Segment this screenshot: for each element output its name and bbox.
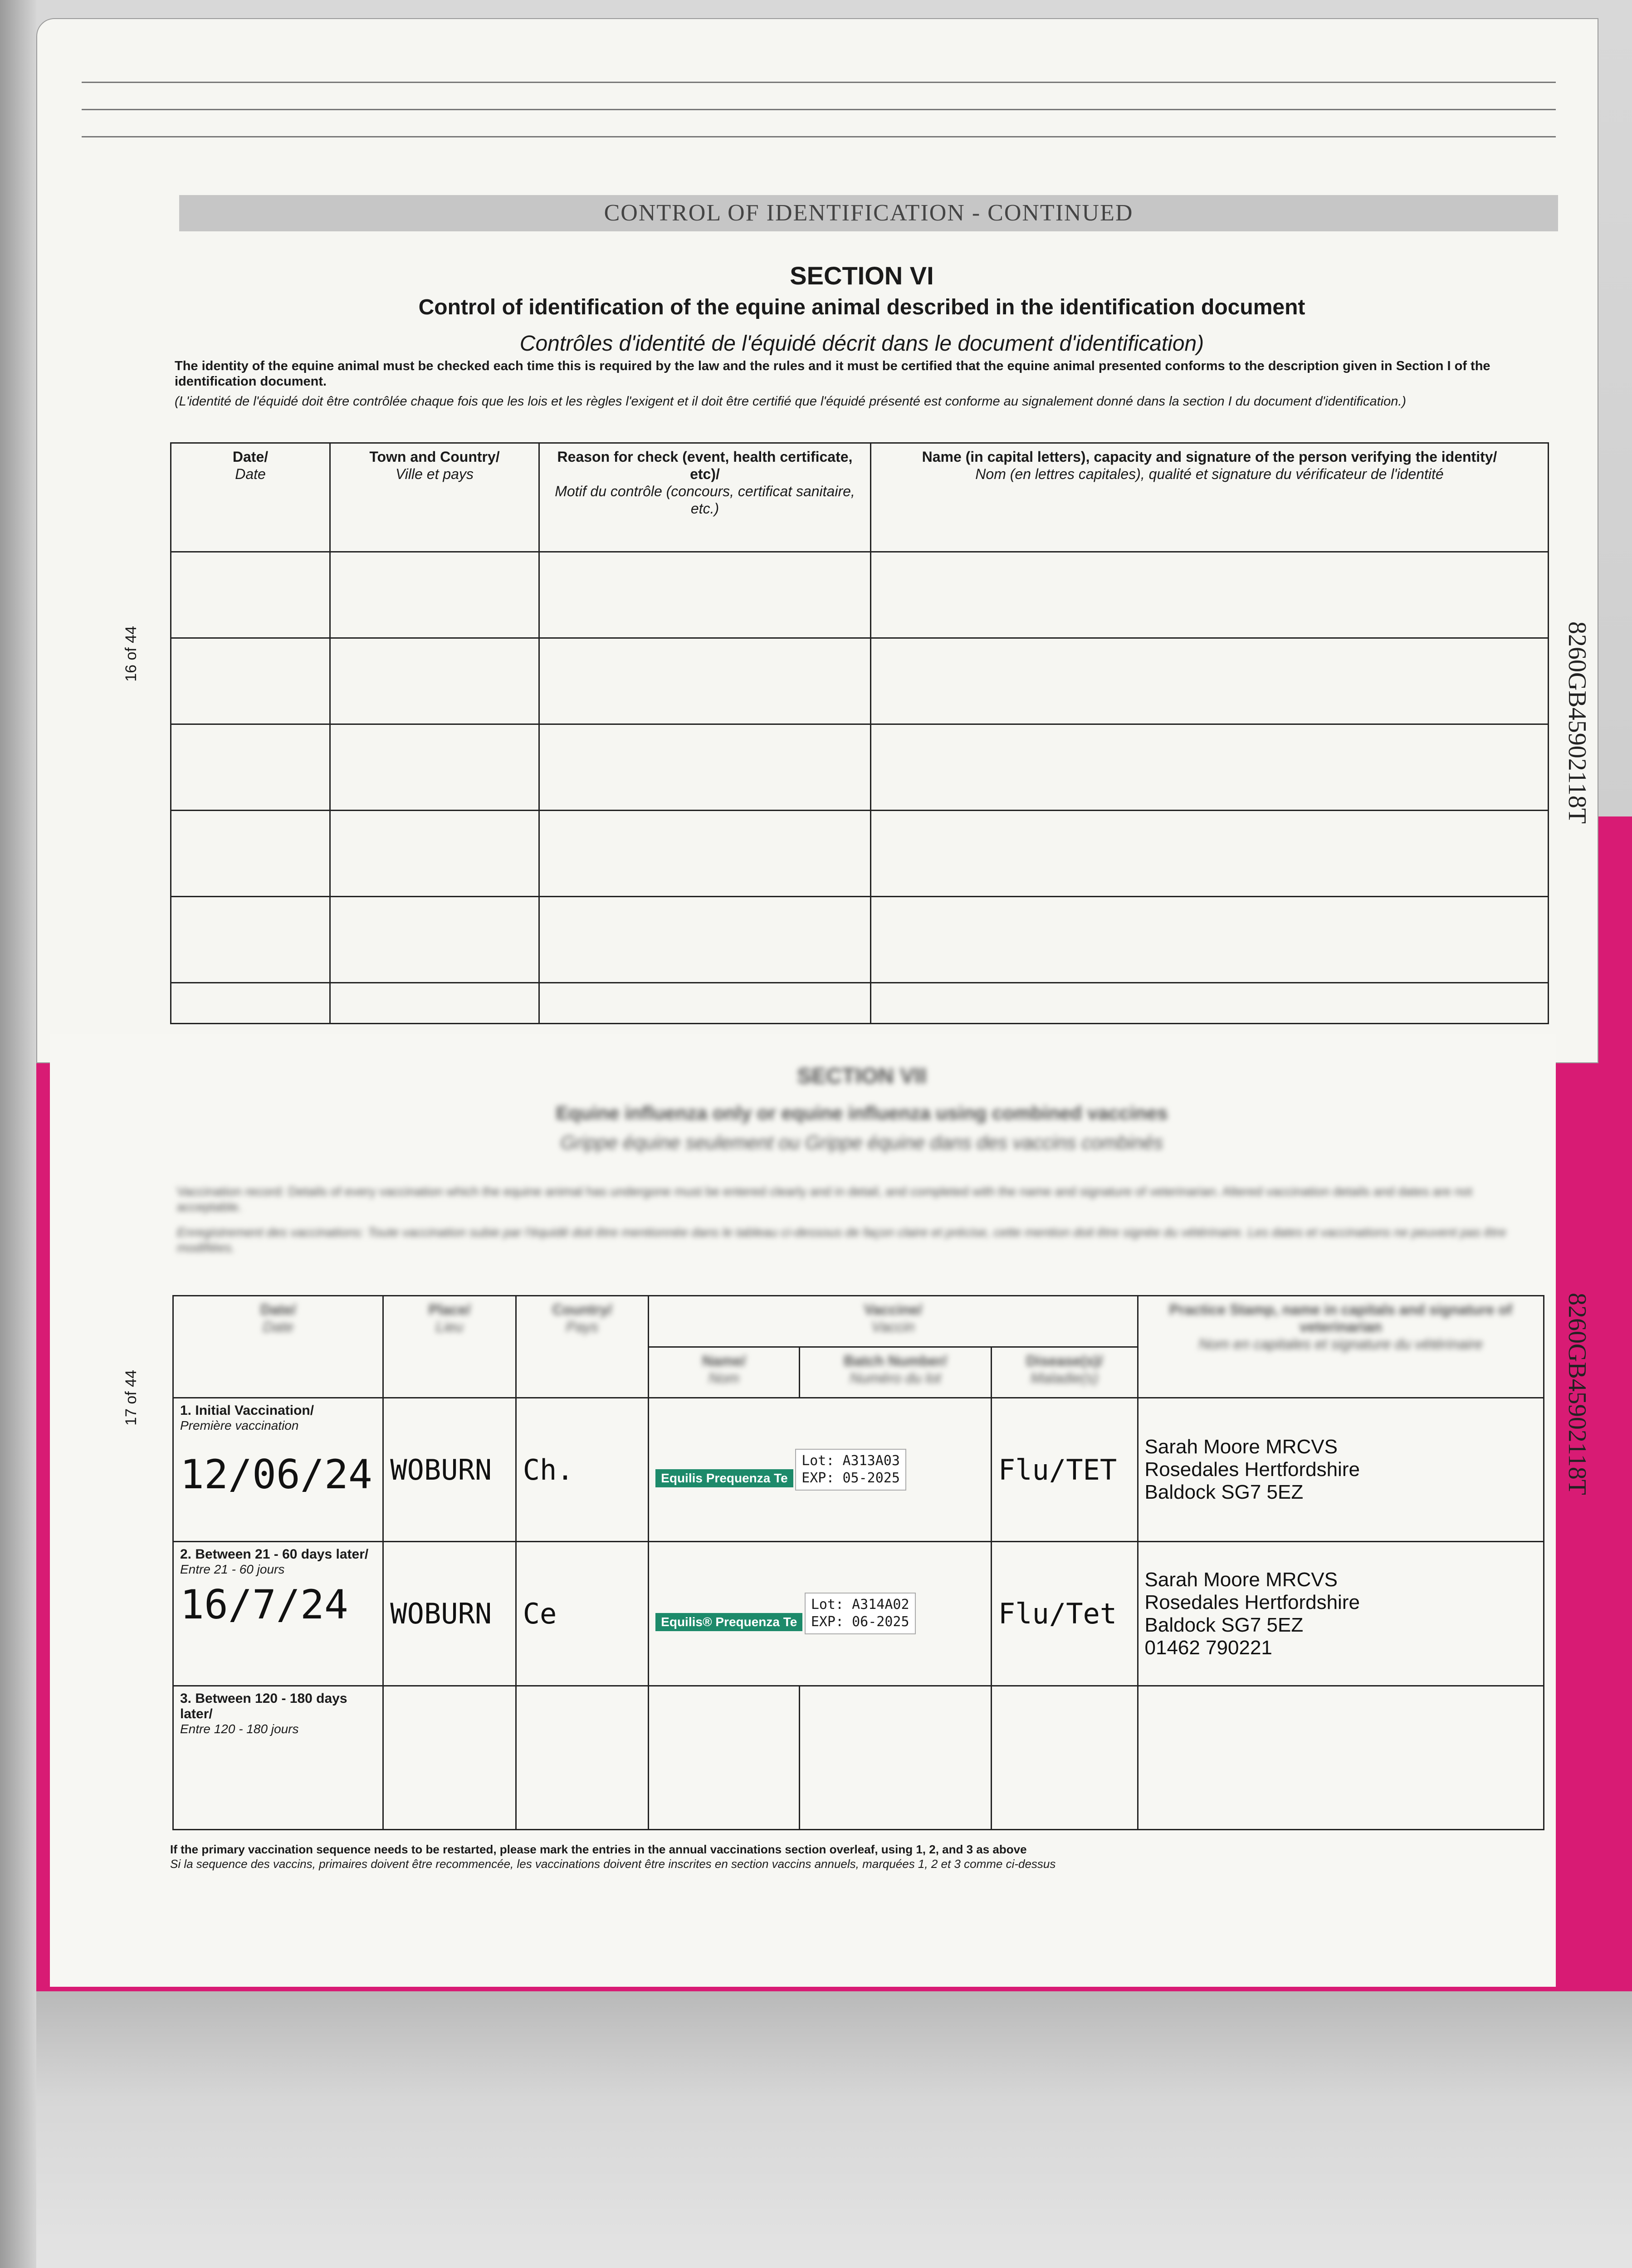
page-number: 16 of 44 (122, 626, 140, 682)
table-row (173, 1542, 1544, 1686)
passport-serial: 8260GB45902118T (1563, 1293, 1591, 1495)
vaccine-label (649, 1398, 992, 1542)
col-disease: Disease(s)/ Maladie(s) (991, 1347, 1138, 1398)
col-date: Date/ Date (171, 443, 330, 552)
section-subtitle-fr: Grippe équine seulement ou Grippe équine dans des vaccins combinés (560, 1132, 1163, 1153)
col-date: Date/ Date (173, 1296, 383, 1398)
vaccine-label (649, 1542, 992, 1686)
country-cell: Ce (516, 1542, 648, 1686)
col-town-country: Town and Country/ Ville et pays (330, 443, 539, 552)
batch-sticker: Lot: A313A03 EXP: 05-2025 (795, 1449, 906, 1491)
binding-edge (0, 0, 36, 2268)
intro-text-en: Vaccination record: Details of every vaccination which the equine animal has undergone must be entered clearly and in detail, and completed with the name and signature of veterinarian. Altered vaccination details and dates are not acceptable. (177, 1184, 1472, 1214)
vet-stamp: Sarah Moore MRCVS Rosedales Hertfordshire Baldock SG7 5EZ (1138, 1398, 1544, 1542)
disease-cell: Flu/TET (991, 1398, 1138, 1542)
col-verifier: Name (in capital letters), capacity and signature of the person verifying the identity/ Nom (en lettres capitales), qualité et signature du vérificateur de l'identité (871, 443, 1549, 552)
section-subtitle-en: Control of identification of the equine animal described in the identification document (418, 295, 1305, 319)
table-row (173, 1398, 1544, 1542)
table-header-row (171, 443, 1549, 552)
col-vet: Practice Stamp, name in capitals and signature of veterinarian Nom en capitales et signature du vétérinaire (1138, 1296, 1544, 1398)
section-subtitle-en: Equine influenza only or equine influenza using combined vaccines (556, 1102, 1168, 1124)
vet-stamp: Sarah Moore MRCVS Rosedales Hertfordshire Baldock SG7 5EZ 01462 790221 (1138, 1542, 1544, 1686)
row-label: 3. Between 120 - 180 days later/ Entre 120 - 180 jours (173, 1686, 383, 1829)
place-cell: WOBURN (383, 1398, 516, 1542)
table-row (171, 983, 1549, 1024)
table-row (171, 638, 1549, 724)
col-vaccine-name: Name/ Nom (649, 1347, 800, 1398)
col-place: Place/ Lieu (383, 1296, 516, 1398)
disease-cell: Flu/Tet (991, 1542, 1138, 1686)
page-number: 17 of 44 (122, 1370, 140, 1426)
intro-text-en: The identity of the equine animal must be checked each time this is required by the law and the rules and it must be certified that the equine animal presented conforms to the description given in Section I of the identification document. (175, 359, 1490, 389)
section-subtitle-fr: Contrôles d'identité de l'équidé décrit dans le document d'identification) (519, 332, 1204, 356)
table-row (171, 897, 1549, 983)
col-country: Country/ Pays (516, 1296, 648, 1398)
vaccine-brand: Equilis® Prequenza Te (655, 1613, 802, 1631)
table-row (171, 724, 1549, 811)
passport-serial: 8260GB45902118T (1563, 621, 1591, 824)
col-vaccine: Vaccine/ Vaccin (649, 1296, 1138, 1347)
header-rule (82, 109, 1556, 110)
section-band (179, 195, 1558, 231)
col-batch: Batch Number/ Numéro du lot (799, 1347, 991, 1398)
row-label: 2. Between 21 - 60 days later/ Entre 21 - 60 jours 16/7/24 (173, 1542, 383, 1686)
date-handwritten: 12/06/24 (180, 1451, 372, 1498)
vaccination-table (172, 1295, 1544, 1830)
section-title: SECTION VI (790, 261, 934, 290)
header-rule (82, 82, 1556, 83)
scanner-bed (0, 1991, 1632, 2268)
identity-check-table (170, 442, 1549, 1024)
col-reason: Reason for check (event, health certificate, etc)/ Motif du contrôle (concours, certificat sanitaire, etc.) (539, 443, 871, 552)
section-title: SECTION VII (797, 1064, 927, 1088)
table-row (173, 1686, 1544, 1829)
header-rule (82, 136, 1556, 137)
band-title: CONTROL OF IDENTIFICATION - CONTINUED (604, 200, 1134, 226)
batch-sticker: Lot: A314A02 EXP: 06-2025 (805, 1593, 916, 1634)
table-header-row (173, 1296, 1544, 1347)
table-row (171, 552, 1549, 638)
intro-text-fr: Enregistrement des vaccinations: Toute vaccination subie par l'équidé doit être mentionnée dans le tableau ci-dessous de façon claire et précise, cette mention doit être signée du vétérinaire. Les dates et vaccinations ne peuvent pas être modifiées. (177, 1225, 1506, 1255)
table-row (171, 811, 1549, 897)
footer-note-en: If the primary vaccination sequence needs to be restarted, please mark the entries in the annual vaccinations section overleaf, using 1, 2, and 3 as above (170, 1843, 1027, 1856)
row-label: 1. Initial Vaccination/ Première vaccination 12/06/24 (173, 1398, 383, 1542)
place-cell: WOBURN (383, 1542, 516, 1686)
footer-note-fr: Si la sequence des vaccins, primaires doivent être recommencée, les vaccinations doivent être inscrites en section vaccins annuels, marquées 1, 2 et 3 comme ci-dessus (170, 1857, 1056, 1871)
vaccine-brand: Equilis Prequenza Te (655, 1469, 793, 1487)
date-handwritten: 16/7/24 (180, 1581, 348, 1628)
country-cell: Ch. (516, 1398, 648, 1542)
intro-text-fr: (L'identité de l'équidé doit être contrôlée chaque fois que les lois et les règles l'exigent et il doit être certifié que l'équidé présenté est conforme au signalement donné dans la section I du document d'identification.) (175, 394, 1407, 409)
